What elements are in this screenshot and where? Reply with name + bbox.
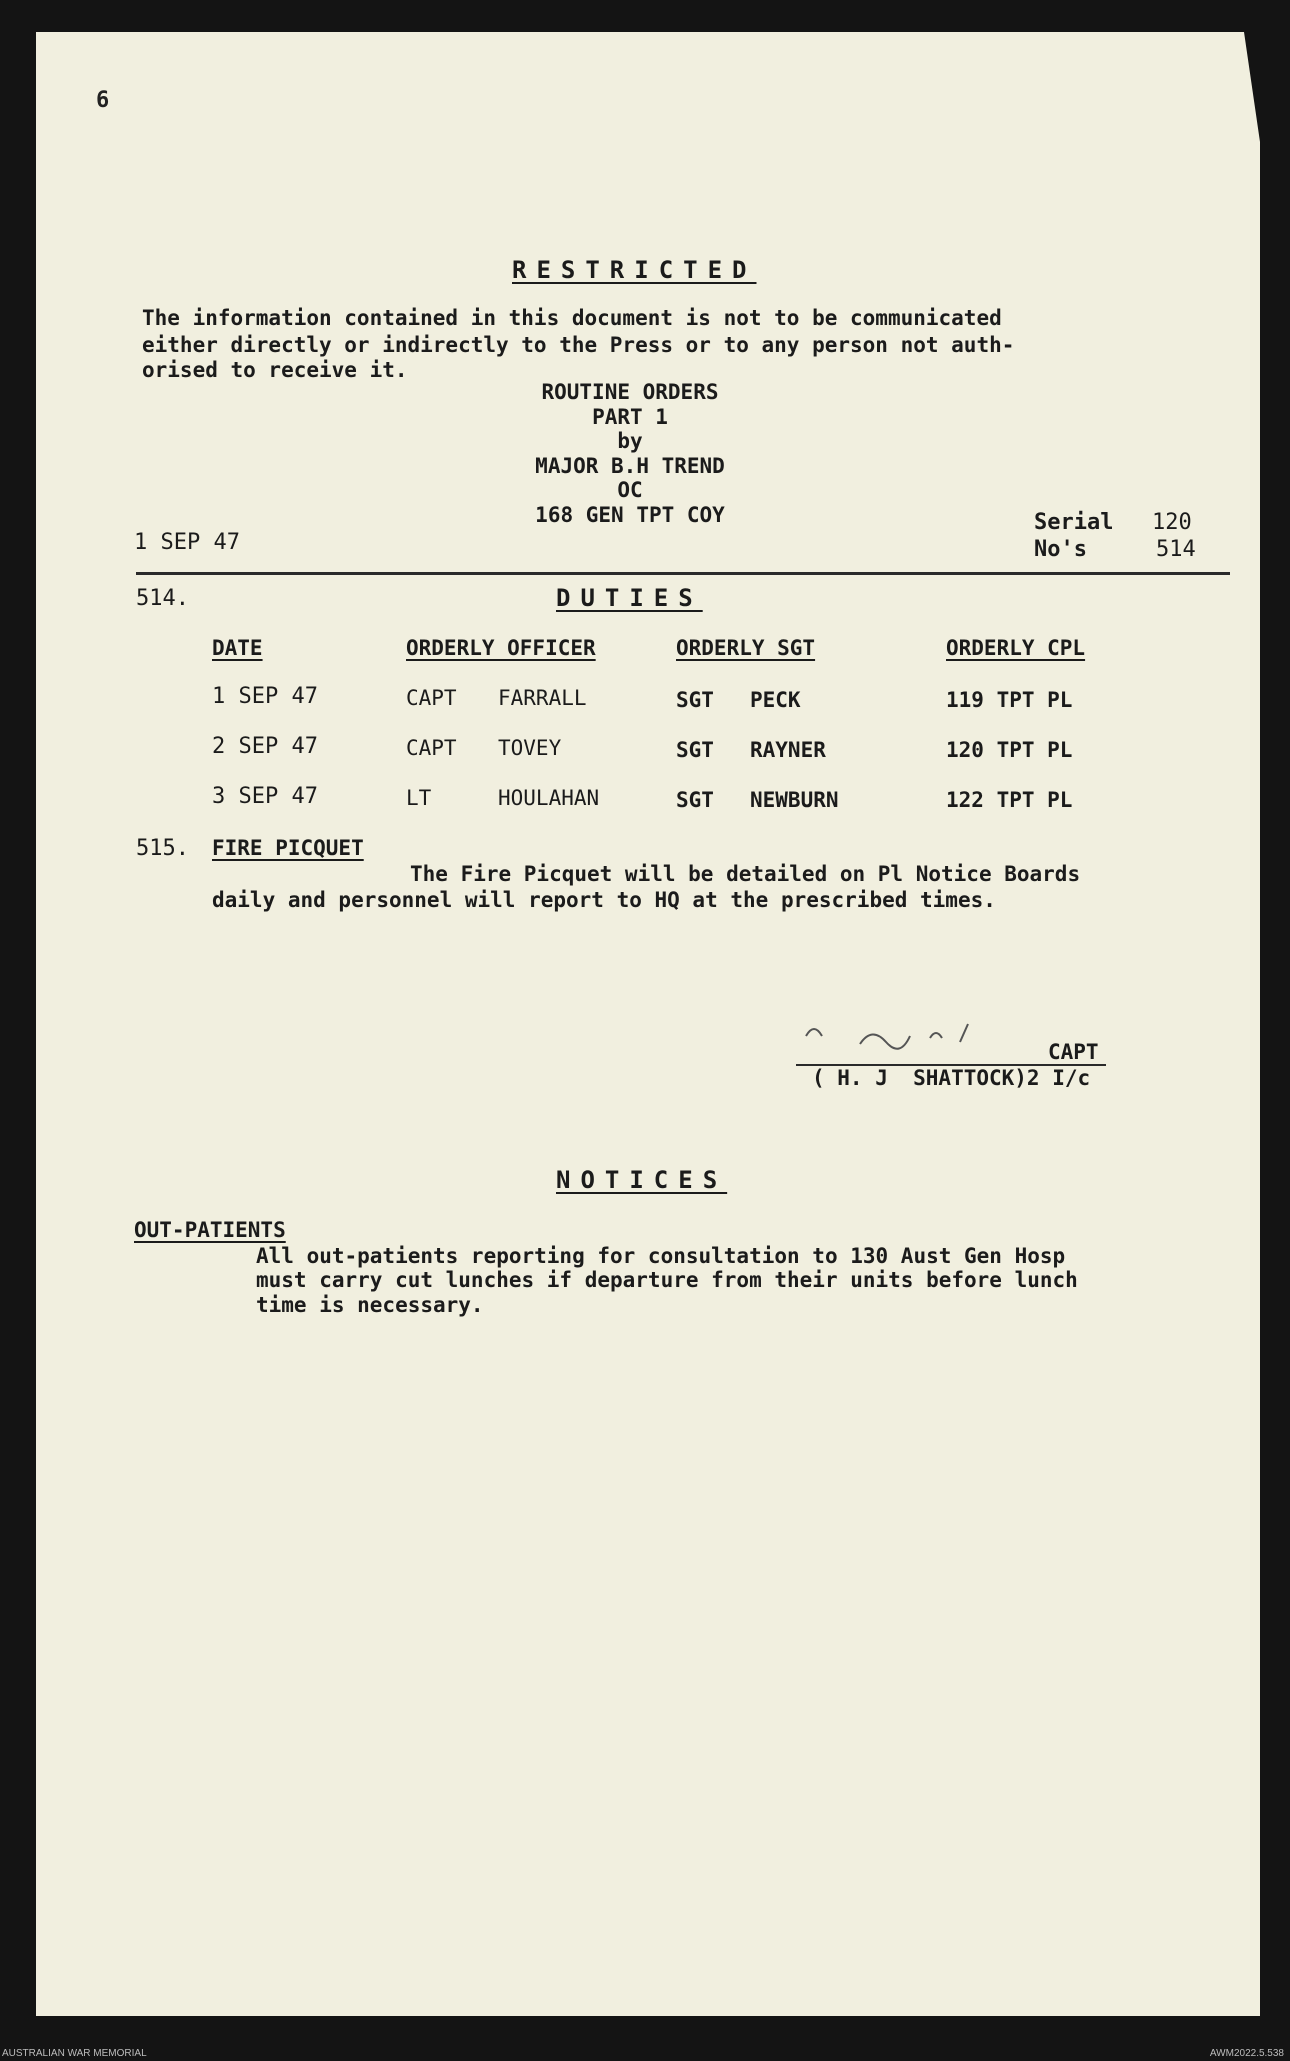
nos-label: No's [1034, 537, 1087, 562]
row-officer-rank: CAPT [406, 736, 457, 760]
warning-line-3: orised to receive it. [142, 358, 408, 382]
signature-rank: CAPT [1048, 1040, 1099, 1064]
notices-heading: NOTICES [556, 1166, 728, 1194]
row-sgt: PECK [750, 688, 801, 712]
row-sgt: NEWBURN [750, 788, 839, 812]
row-date: 1 SEP 47 [212, 684, 318, 709]
title-line: by [617, 429, 643, 453]
title-line: ROUTINE ORDERS [541, 380, 719, 404]
title-line: PART 1 [592, 404, 668, 429]
col-header-officer: ORDERLY OFFICER [406, 636, 596, 660]
row-officer-rank: CAPT [406, 686, 457, 710]
col-header-date: DATE [212, 636, 263, 660]
row-officer: FARRALL [498, 686, 587, 710]
row-sgt-rank: SGT [676, 738, 714, 762]
title-block [480, 380, 780, 527]
notices-line-2: must carry cut lunches if departure from their units before lunch [256, 1268, 1078, 1292]
duties-number: 514. [136, 586, 189, 611]
title-line: 168 GEN TPT COY [535, 502, 725, 527]
row-sgt-rank: SGT [676, 788, 714, 812]
row-officer: HOULAHAN [498, 786, 600, 810]
nos-value: 514 [1156, 537, 1196, 562]
signature-name: ( H. J SHATTOCK)2 I/c [812, 1066, 1091, 1090]
page-mark: 6 [96, 88, 110, 113]
header-divider [136, 572, 1230, 575]
fire-picquet-heading: FIRE PICQUET [212, 836, 364, 860]
row-cpl: 119 TPT PL [946, 688, 1073, 712]
notices-line-3: time is necessary. [256, 1293, 484, 1317]
row-cpl: 122 TPT PL [946, 788, 1073, 812]
row-date: 3 SEP 47 [212, 784, 318, 809]
row-date: 2 SEP 47 [212, 734, 318, 759]
row-sgt-rank: SGT [676, 688, 714, 712]
warning-line-1: The information contained in this document is not to be communicated [142, 306, 1002, 330]
footer-right: AWM2022.5.538 [1209, 2048, 1284, 2059]
classification-heading: RESTRICTED [512, 256, 757, 284]
notices-subheading: OUT-PATIENTS [134, 1218, 286, 1242]
notices-line-1: All out-patients reporting for consultation to 130 Aust Gen Hosp [256, 1244, 1066, 1268]
row-sgt: RAYNER [750, 738, 826, 762]
warning-line-2: either directly or indirectly to the Press or to any person not auth- [142, 333, 1015, 357]
footer-left: AUSTRALIAN WAR MEMORIAL [2, 2048, 147, 2059]
title-line: MAJOR B.H TREND [535, 453, 725, 478]
handwritten-signature [800, 1018, 1030, 1058]
fire-picquet-line-2: daily and personnel will report to HQ at the prescribed times. [212, 888, 996, 912]
serial-value: 120 [1152, 510, 1192, 535]
row-cpl: 120 TPT PL [946, 738, 1073, 762]
row-officer-rank: LT [406, 786, 432, 810]
col-header-cpl: ORDERLY CPL [946, 636, 1086, 660]
row-officer: TOVEY [498, 736, 562, 760]
col-header-sgt: ORDERLY SGT [676, 636, 816, 660]
fire-picquet-line-1: The Fire Picquet will be detailed on Pl Notice Boards [410, 862, 1081, 886]
fire-picquet-number: 515. [136, 836, 189, 861]
title-line: OC [617, 478, 643, 502]
order-date: 1 SEP 47 [134, 530, 240, 555]
serial-label: Serial [1034, 510, 1114, 535]
duties-heading: DUTIES [556, 584, 703, 612]
